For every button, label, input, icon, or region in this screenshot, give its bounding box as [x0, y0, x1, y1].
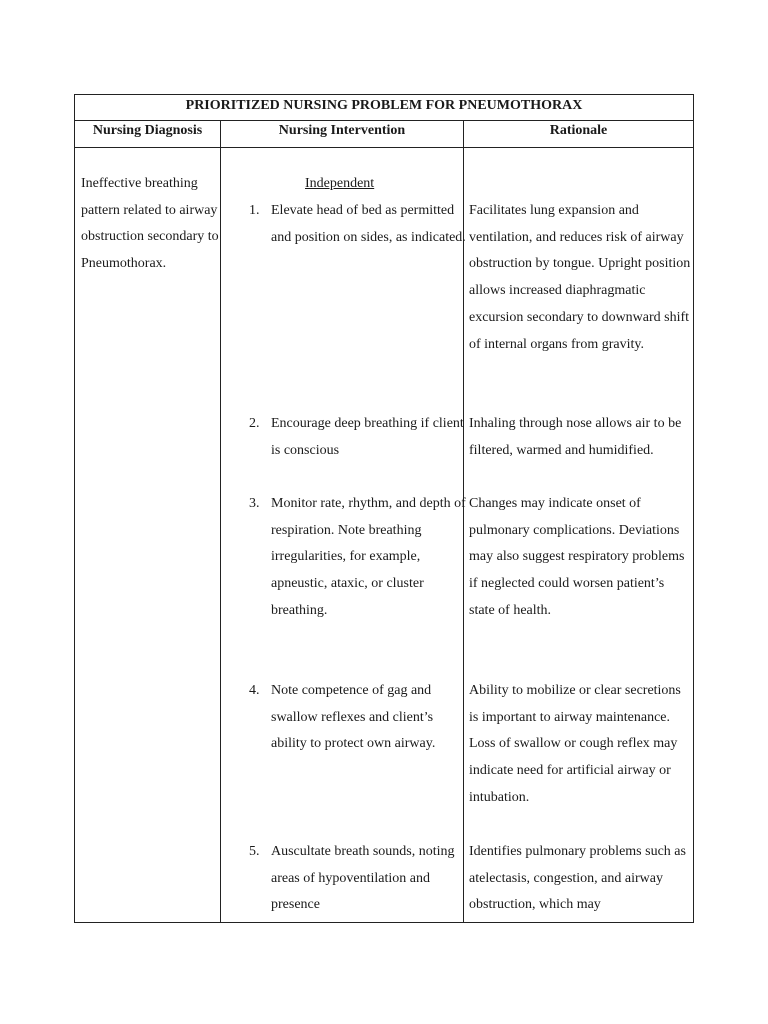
rationale-text: Identifies pulmonary problems such as atelectasis, congestion, and airway obstruction, which may [469, 844, 686, 913]
header-nursing-diagnosis: Nursing Diagnosis [92, 123, 203, 138]
item-number: 4. [249, 683, 260, 698]
rationale-text: Changes may indicate onset of pulmonary complications. Deviations may also suggest respiratory problems if neglected could worsen patient’s state of health. [469, 496, 685, 618]
header-row [75, 121, 693, 148]
intervention-text: Elevate head of bed as permitted and position on sides, as indicated. [271, 203, 466, 245]
rationale-text: Inhaling through nose allows air to be filtered, warmed and humidified. [469, 416, 682, 458]
intervention-text: Monitor rate, rhythm, and depth of respiration. Note breathing irregularities, for example, apneustic, ataxic, or cluster breathing. [271, 496, 466, 618]
care-plan-table [74, 94, 694, 923]
diagnosis-text: Ineffective breathing pattern related to airway obstruction secondary to Pneumothorax. [81, 176, 219, 272]
item-number: 1. [249, 203, 260, 218]
item-number: 2. [249, 416, 260, 431]
intervention-text: Auscultate breath sounds, noting areas of hypoventilation and presence [271, 844, 455, 913]
header-rationale: Rationale [549, 123, 608, 138]
header-nursing-intervention: Nursing Intervention [278, 123, 406, 138]
item-number: 3. [249, 496, 260, 511]
item-number: 5. [249, 844, 260, 859]
rationale-text: Facilitates lung expansion and ventilation, and reduces risk of airway obstruction by tongue. Upright position allows increased diaphragmatic excursion secondary to downward shift of internal organs from gravity. [469, 203, 691, 352]
rationale-text: Ability to mobilize or clear secretions is important to airway maintenance. Loss of swallow or cough reflex may indicate need for artificial airway or intubation. [469, 683, 681, 805]
intervention-text: Encourage deep breathing if client is conscious [271, 416, 464, 458]
table-title: PRIORITIZED NURSING PROBLEM FOR PNEUMOTHORAX [75, 95, 693, 121]
intervention-text: Note competence of gag and swallow reflexes and client’s ability to protect own airway. [271, 683, 436, 752]
independent-subheading: Independent [305, 176, 375, 191]
